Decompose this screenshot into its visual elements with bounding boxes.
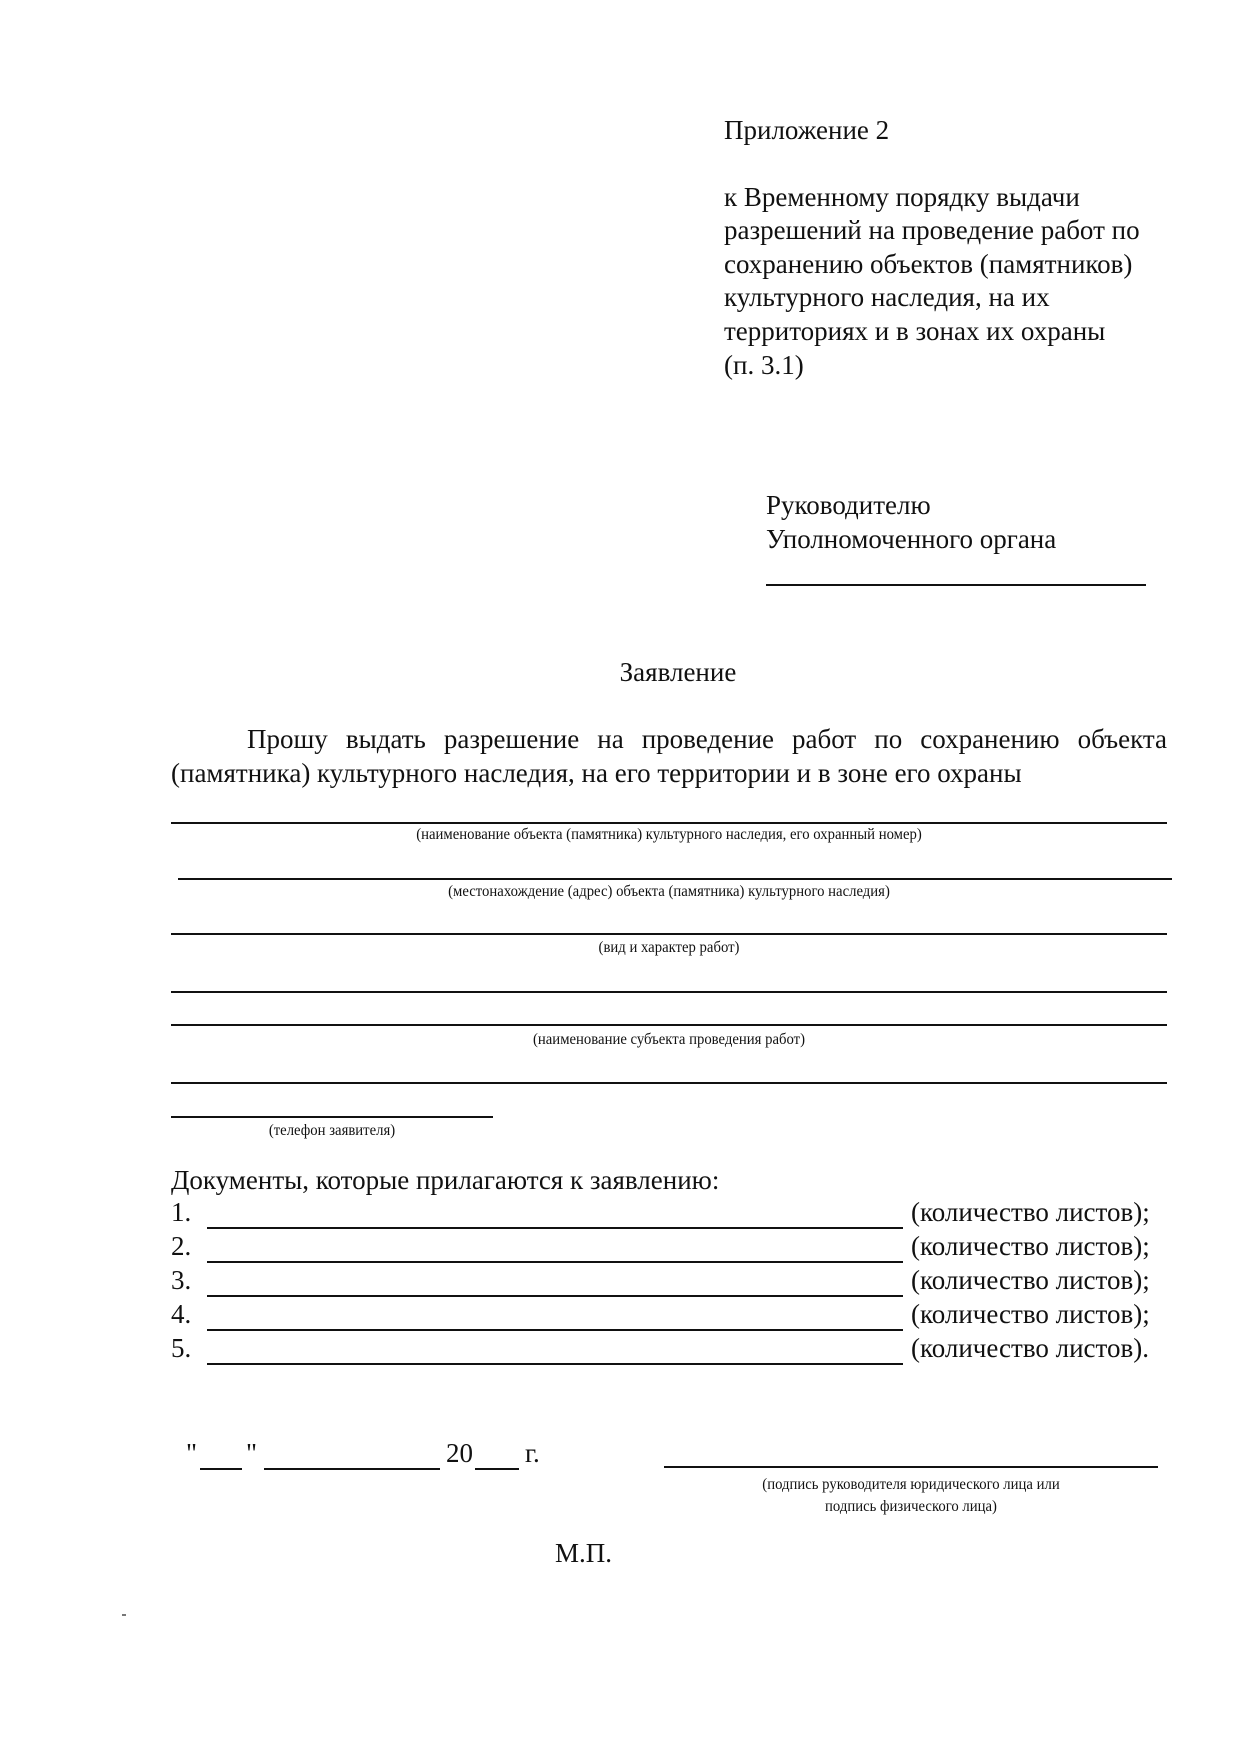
attachment-field[interactable] (207, 1227, 903, 1229)
work-type-caption: (вид и характер работ) (598, 939, 740, 956)
attachment-item (171, 1333, 1171, 1367)
request-line-2: (памятника) культурного наследия, на его территории и в зоне его охраны (171, 758, 1022, 788)
attachment-qty-label: (количество листов); (911, 1197, 1150, 1227)
phone-caption: (телефон заявителя) (268, 1122, 396, 1139)
attachment-number: 3. (171, 1265, 192, 1295)
stamp-label: М.П. (555, 1538, 613, 1568)
phone-field[interactable] (171, 1116, 493, 1118)
addressee-name-field[interactable] (766, 584, 1146, 586)
addressee-line-1: Руководителю (766, 490, 931, 520)
scan-artifact (122, 1614, 126, 1616)
appendix-reference-line: разрешений на проведение работ по (724, 215, 1140, 246)
attachment-item (171, 1299, 1171, 1333)
attachments-heading: Документы, которые прилагаются к заявлению: (171, 1165, 720, 1195)
attachment-field[interactable] (207, 1363, 903, 1365)
object-name-caption: (наименование объекта (памятника) культурного наследия, его охранный номер) (416, 826, 922, 843)
signature-caption-2: подпись физического лица) (825, 1498, 997, 1515)
attachment-item (171, 1231, 1171, 1265)
appendix-title: Приложение 2 (724, 115, 890, 145)
object-address-field[interactable] (178, 878, 1172, 880)
date-day-field[interactable] (200, 1468, 242, 1470)
subject-name-extra-field[interactable] (171, 1082, 1167, 1084)
addressee-line-2: Уполномоченного органа (766, 524, 1057, 554)
attachment-qty-label: (количество листов); (911, 1231, 1150, 1261)
attachment-field[interactable] (207, 1261, 903, 1263)
appendix-reference-line: культурного наследия, на их (724, 282, 1050, 313)
appendix-block (724, 114, 1140, 382)
attachment-field[interactable] (207, 1329, 903, 1331)
attachment-item (171, 1265, 1171, 1299)
attachment-qty-label: (количество листов); (911, 1265, 1150, 1295)
attachment-qty-label: (количество листов); (911, 1299, 1150, 1329)
request-line-1: Прошу выдать разрешение на проведение работ по сохранению объекта (247, 724, 1167, 754)
date-year-field[interactable] (475, 1468, 519, 1470)
appendix-reference-line: сохранению объектов (памятников) (724, 248, 1133, 279)
work-type-extra-field[interactable] (171, 991, 1167, 993)
attachment-number: 1. (171, 1197, 192, 1227)
date-month-field[interactable] (264, 1468, 440, 1470)
appendix-reference-line: (п. 3.1) (724, 349, 804, 380)
signature-caption-1: (подпись руководителя юридического лица или (762, 1476, 1060, 1493)
date-year-suffix: г. (525, 1438, 540, 1468)
attachment-number: 4. (171, 1299, 192, 1329)
date-quote-close: " (246, 1438, 258, 1468)
appendix-reference-line: к Временному порядку выдачи (724, 181, 1080, 212)
attachment-field[interactable] (207, 1295, 903, 1297)
attachment-number: 5. (171, 1333, 192, 1363)
attachment-qty-label: (количество листов). (911, 1333, 1149, 1363)
subject-name-caption: (наименование субъекта проведения работ) (532, 1031, 806, 1048)
appendix-reference-line: территориях и в зонах их охраны (724, 315, 1106, 346)
date-quote-open: " (186, 1438, 198, 1468)
object-name-field[interactable] (171, 822, 1167, 824)
request-paragraph (171, 722, 1167, 790)
document-title: Заявление (619, 657, 737, 687)
subject-name-field[interactable] (171, 1024, 1167, 1026)
date-century: 20 (446, 1438, 473, 1468)
signature-field[interactable] (664, 1466, 1158, 1468)
object-address-caption: (местонахождение (адрес) объекта (памятника) культурного наследия) (448, 883, 890, 900)
addressee-block (766, 488, 1056, 556)
work-type-field[interactable] (171, 933, 1167, 935)
attachment-item (171, 1197, 1171, 1231)
attachment-number: 2. (171, 1231, 192, 1261)
